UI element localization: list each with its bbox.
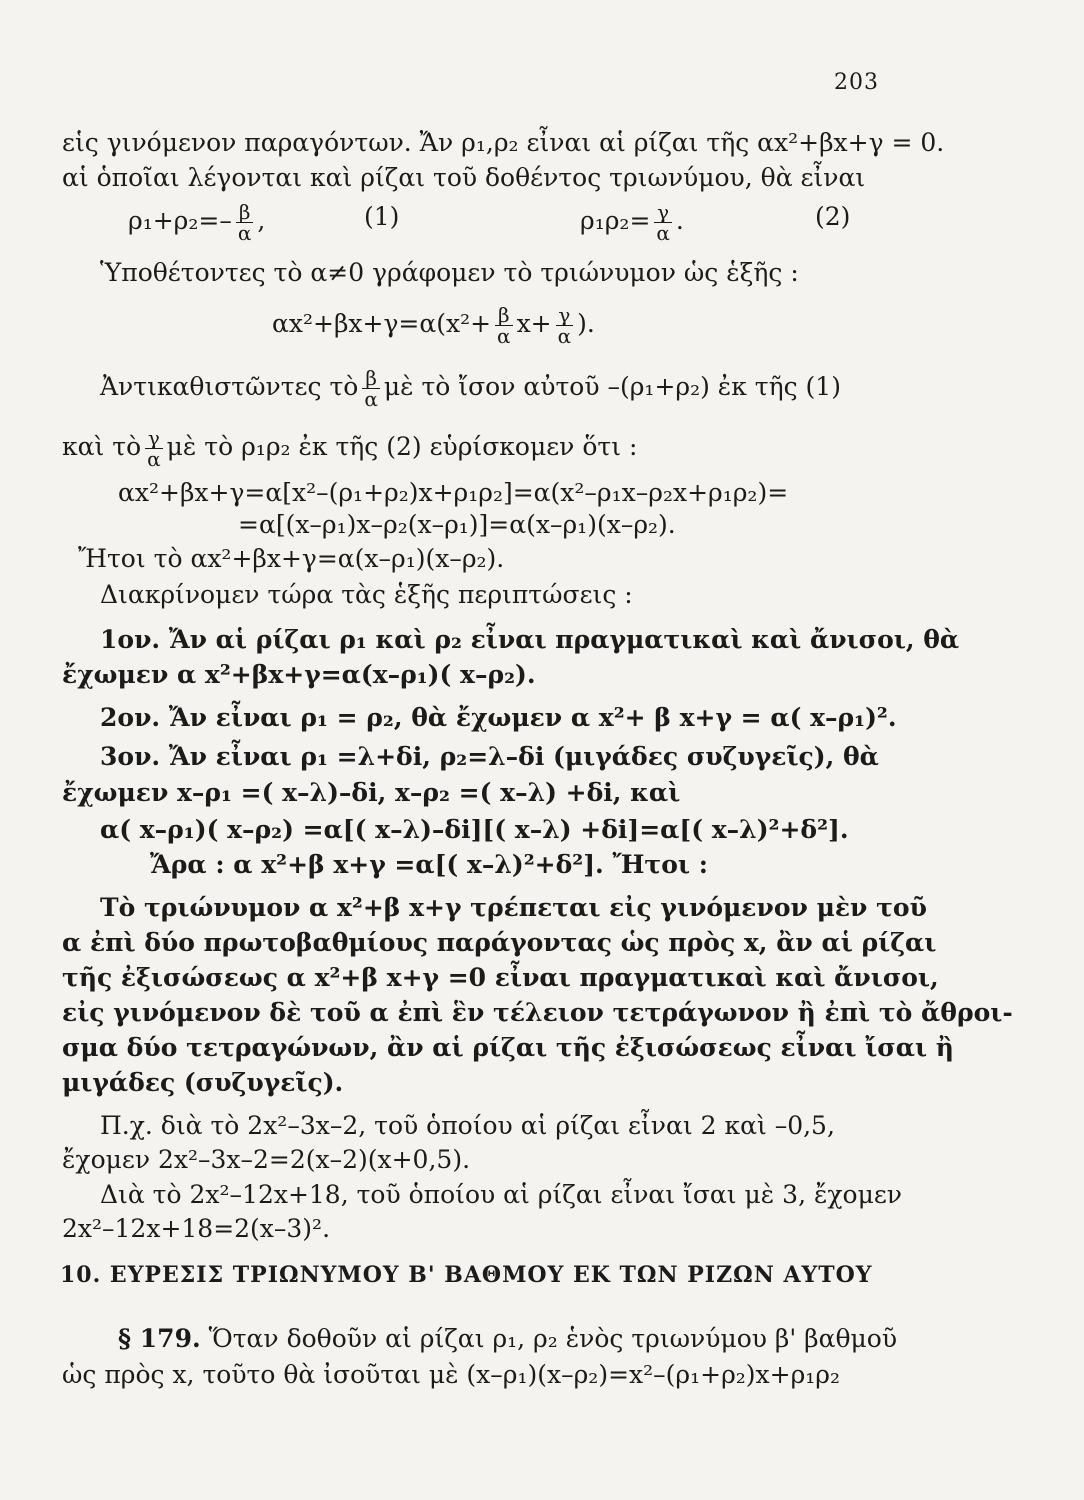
formula-part: . — [675, 206, 684, 235]
fraction-denominator: α — [656, 221, 670, 245]
fraction-numerator: β — [495, 305, 513, 326]
text-line — [118, 1324, 897, 1354]
formula-part: , — [257, 206, 266, 235]
formula-part: μὲ τὸ ἴσον αὐτοῦ –(ρ₁+ρ₂) ἐκ τῆς (1) — [383, 372, 841, 401]
equation-number: (1) — [364, 202, 400, 231]
formula-line: Ἄρα : α x²+β x+γ =α[( x–λ)²+δ²]. Ἤτοι : — [150, 850, 708, 879]
fraction-numerator: β — [362, 368, 380, 389]
text-line: Π.χ. διὰ τὸ 2x²–3x–2, τοῦ ὁποίου αἱ ρίζαι εἶναι 2 καὶ –0,5, — [100, 1111, 835, 1140]
formula-line — [62, 428, 637, 469]
fraction-denominator: α — [497, 324, 511, 348]
text-line: Τὸ τριώνυμον α x²+β x+γ τρέπεται εἰς γινόμενον μὲν τοῦ — [100, 893, 927, 922]
fraction — [556, 305, 574, 346]
text-line: Ὑποθέτοντες τὸ α≠0 γράφομεν τὸ τριώνυμον ὡς ἑξῆς : — [100, 258, 799, 287]
text-line: ἔχωμεν α x²+βx+γ=α(x–ρ₁)( x–ρ₂). — [62, 660, 536, 689]
text-line: 2ον. Ἄν εἶναι ρ₁ = ρ₂, θὰ ἔχωμεν α x²+ β x+γ = α( x–ρ₁)². — [100, 703, 897, 732]
fraction-denominator: α — [557, 324, 572, 348]
text-line: Διὰ τὸ 2x²–12x+18, τοῦ ὁποίου αἱ ρίζαι εἶναι ἴσαι μὲ 3, ἔχομεν — [100, 1180, 902, 1209]
section-number: § 179. — [118, 1324, 201, 1353]
text-line: α ἐπὶ δύο πρωτοβαθμίους παράγοντας ὡς πρὸς x, ἂν αἱ ρίζαι — [62, 928, 937, 957]
formula-part: αx²+βx+γ=α(x²+ — [272, 309, 492, 338]
formula-part: x+ — [516, 309, 552, 338]
text-part: Ὅταν δοθοῦν αἱ ρίζαι ρ₁, ρ₂ ἑνὸς τριωνύμου β' βαθμοῦ — [208, 1324, 898, 1353]
formula-line: =α[(x–ρ₁)x–ρ₂(x–ρ₁)]=α(x–ρ₁)(x–ρ₂). — [238, 510, 676, 539]
page-number: 203 — [834, 70, 879, 95]
formula-line — [580, 202, 684, 243]
text-line: εἰς γινόμενον δὲ τοῦ α ἐπὶ ἓν τέλειον τετράγωνον ἢ ἐπὶ τὸ ἄθροι- — [62, 998, 1013, 1027]
fraction-numerator: γ — [654, 202, 672, 223]
formula-line — [128, 202, 265, 243]
formula-part: ρ₁ρ₂= — [580, 206, 651, 235]
formula-part: μὲ τὸ ρ₁ρ₂ ἐκ τῆς (2) εὑρίσκομεν ὅτι : — [166, 432, 638, 461]
formula-line: α( x–ρ₁)( x–ρ₂) =α[( x–λ)–δi][( x–λ) +δi]=α[( x–λ)²+δ²]. — [100, 815, 849, 844]
text-line: εἱς γινόμενον παραγόντων. Ἄν ρ₁,ρ₂ εἶναι αἱ ρίζαι τῆς αx²+βx+γ = 0. — [62, 128, 945, 157]
formula-line: αx²+βx+γ=α[x²–(ρ₁+ρ₂)x+ρ₁ρ₂]=α(x²–ρ₁x–ρ₂x+ρ₁ρ₂)= — [118, 478, 789, 507]
text-line: ἔχομεν 2x²–3x–2=2(x–2)(x+0,5). — [62, 1145, 471, 1174]
fraction — [236, 202, 254, 243]
fraction — [495, 305, 513, 346]
fraction-denominator: α — [237, 221, 252, 245]
formula-part: ρ₁+ρ₂=– — [128, 206, 232, 235]
text-line: Διακρίνομεν τώρα τὰς ἑξῆς περιπτώσεις : — [100, 580, 633, 609]
formula-part: Ἀντικαθιστῶντες τὸ — [100, 372, 359, 401]
fraction — [654, 202, 672, 243]
fraction-denominator: α — [147, 447, 161, 471]
formula-part: καὶ τὸ — [62, 432, 142, 461]
formula-line — [100, 368, 841, 409]
formula-part: ). — [577, 309, 595, 338]
fraction-numerator: γ — [556, 305, 574, 326]
text-line: 1ον. Ἄν αἱ ρίζαι ρ₁ καὶ ρ₂ εἶναι πραγματικαὶ καὶ ἄνισοι, θὰ — [100, 625, 960, 654]
fraction-numerator: β — [236, 202, 254, 223]
text-line: ἔχωμεν x–ρ₁ =( x–λ)–δi, x–ρ₂ =( x–λ) +δi, καὶ — [62, 778, 681, 807]
fraction — [362, 368, 380, 409]
fraction-denominator: α — [364, 387, 378, 411]
text-line: αἱ ὁποῖαι λέγονται καὶ ρίζαι τοῦ δοθέντος τριωνύμου, θὰ εἶναι — [62, 163, 866, 192]
equation-number: (2) — [815, 202, 851, 231]
text-line: σμα δύο τετραγώνων, ἂν αἱ ρίζαι τῆς ἐξισώσεως εἶναι ἴσαι ἢ — [62, 1033, 954, 1062]
text-line: τῆς ἐξισώσεως α x²+β x+γ =0 εἶναι πραγματικαὶ καὶ ἄνισοι, — [62, 963, 939, 992]
section-heading: 10. ΕΥΡΕΣΙΣ ΤΡΙΩΝΥΜΟΥ Β' ΒΑΘΜΟΥ ΕΚ ΤΩΝ ΡΙΖΩΝ ΑΥΤΟΥ — [60, 1262, 873, 1288]
text-line: 2x²–12x+18=2(x–3)². — [62, 1214, 331, 1243]
formula-line: Ἤτοι τὸ αx²+βx+γ=α(x–ρ₁)(x–ρ₂). — [78, 544, 505, 573]
fraction-numerator: γ — [145, 428, 163, 449]
fraction — [145, 428, 163, 469]
text-line: ὡς πρὸς x, τοῦτο θὰ ἰσοῦται μὲ (x–ρ₁)(x–ρ₂)=x²–(ρ₁+ρ₂)x+ρ₁ρ₂ — [62, 1360, 841, 1389]
text-line: μιγάδες (συζυγεῖς). — [62, 1068, 344, 1097]
formula-line — [272, 305, 595, 346]
text-line: 3ον. Ἄν εἶναι ρ₁ =λ+δi, ρ₂=λ–δi (μιγάδες συζυγεῖς), θὰ — [100, 742, 879, 771]
